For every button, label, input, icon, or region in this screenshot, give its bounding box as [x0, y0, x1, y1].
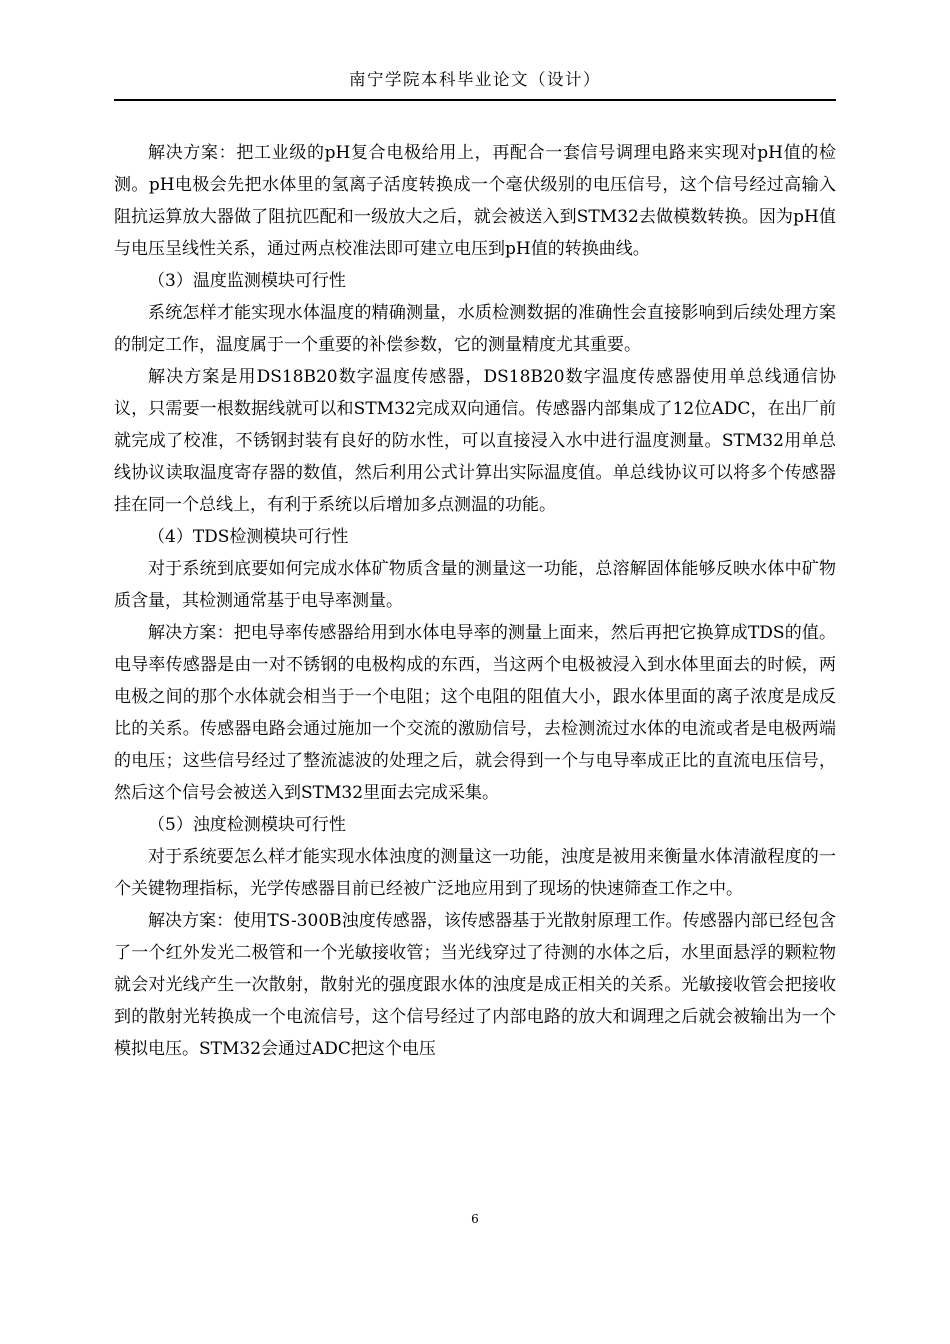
paragraph-temperature-intro: 系统怎样才能实现水体温度的精确测量，水质检测数据的准确性会直接影响到后续处理方案的制定工作，温度属于一个重要的补偿参数，它的测量精度尤其重要。: [114, 303, 836, 355]
running-header: 南宁学院本科毕业论文（设计）: [349, 70, 601, 89]
section-heading-turbidity: （5）浊度检测模块可行性: [148, 815, 346, 835]
paragraph-tds-solution: 解决方案：把电导率传感器给用到水体电导率的测量上面来，然后再把它换算成TDS的值。电导率传感器是由一对不锈钢的电极构成的东西，当这两个电极被浸入到水体里面去的时候，两电极之间的那个水体就会相当于一个电阻；这个电阻的阻值大小，跟水体里面的离子浓度是成反比的关系。传感器电路会通过施加一个交流的激励信号，去检测流过水体的电流或者是电极两端的电压；这些信号经过了整流滤波的处理之后，就会得到一个与电导率成正比的直流电压信号，然后这个信号会被送入到STM32里面去完成采集。: [114, 623, 836, 803]
paragraph-turbidity-solution: 解决方案：使用TS-300B浊度传感器，该传感器基于光散射原理工作。传感器内部已经包含了一个红外发光二极管和一个光敏接收管；当光线穿过了待测的水体之后，水里面悬浮的颗粒物就会对光线产生一次散射，散射光的强度跟水体的浊度是成正相关的关系。光敏接收管会把接收到的散射光转换成一个电流信号，这个信号经过了内部电路的放大和调理之后就会被输出为一个模拟电压。STM32会通过ADC把这个电压: [114, 911, 836, 1059]
page-number: 6: [471, 1212, 479, 1226]
paragraph-turbidity-intro: 对于系统要怎么样才能实现水体浊度的测量这一功能，浊度是被用来衡量水体清澈程度的一个关键物理指标，光学传感器目前已经被广泛地应用到了现场的快速筛查工作之中。: [114, 847, 836, 899]
section-heading-temperature: （3）温度监测模块可行性: [148, 271, 346, 291]
paragraph-temperature-solution: 解决方案是用DS18B20数字温度传感器，DS18B20数字温度传感器使用单总线通信协议，只需要一根数据线就可以和STM32完成双向通信。传感器内部集成了12位ADC，在出厂前就完成了校准，不锈钢封装有良好的防水性，可以直接浸入水中进行温度测量。STM32用单总线协议读取温度寄存器的数值，然后利用公式计算出实际温度值。单总线协议可以将多个传感器挂在同一个总线上，有利于系统以后增加多点测温的功能。: [114, 367, 836, 515]
page-body: [114, 137, 836, 1065]
paragraph-tds-intro: 对于系统到底要如何完成水体矿物质含量的测量这一功能，总溶解固体能够反映水体中矿物质含量，其检测通常基于电导率测量。: [114, 559, 836, 611]
section-heading-tds: （4）TDS检测模块可行性: [148, 527, 349, 547]
header-divider: [114, 99, 836, 101]
paragraph-ph-solution: 解决方案：把工业级的pH复合电极给用上，再配合一套信号调理电路来实现对pH值的检测。pH电极会先把水体里的氢离子活度转换成一个毫伏级别的电压信号，这个信号经过高输入阻抗运算放大器做了阻抗匹配和一级放大之后，就会被送入到STM32去做模数转换。因为pH值与电压呈线性关系，通过两点校准法即可建立电压到pH值的转换曲线。: [114, 143, 836, 259]
